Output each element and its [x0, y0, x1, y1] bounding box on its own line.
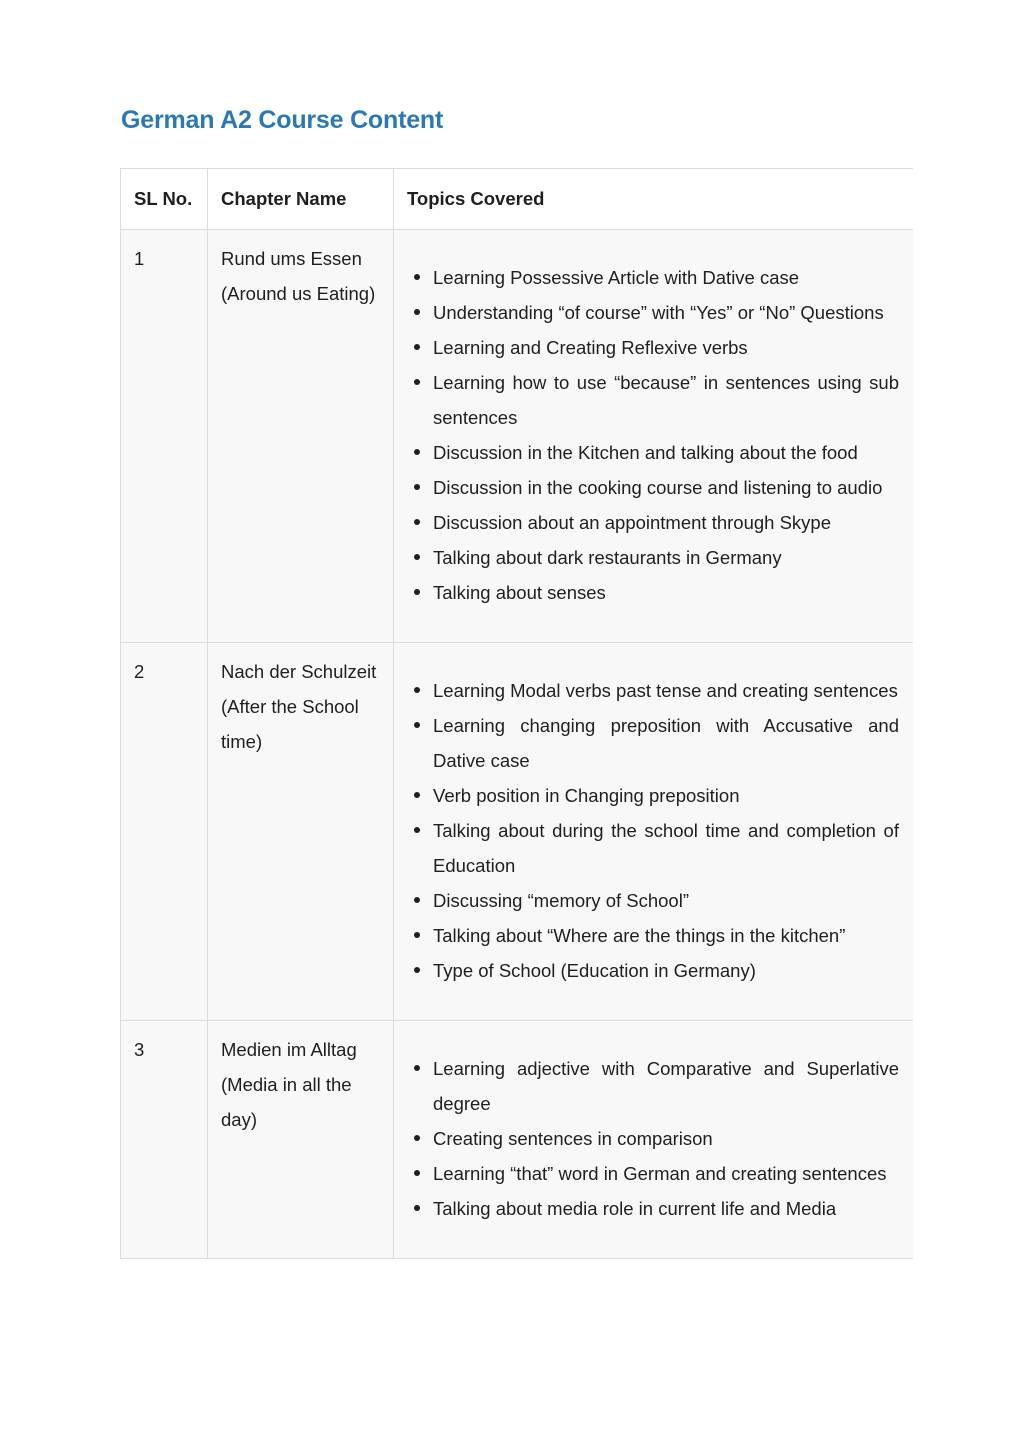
topic-item: Talking about media role in current life and Media	[433, 1191, 899, 1226]
topic-item: Understanding “of course” with “Yes” or “No” Questions	[433, 295, 899, 330]
topic-item: Learning changing preposition with Accusative and Dative case	[433, 708, 899, 778]
chapter-name-cell: Medien im Alltag (Media in all the day)	[208, 1021, 394, 1259]
topic-item: Talking about senses	[433, 575, 899, 610]
topics-list	[407, 1051, 899, 1226]
topic-item: Discussing “memory of School”	[433, 883, 899, 918]
header-topics-covered: Topics Covered	[394, 169, 914, 230]
header-sl-no: SL No.	[121, 169, 208, 230]
table-header-row	[121, 169, 914, 230]
sl-no-cell: 3	[121, 1021, 208, 1259]
topic-item: Learning and Creating Reflexive verbs	[433, 330, 899, 365]
course-table-container	[120, 168, 913, 1375]
topic-item: Discussion in the cooking course and listening to audio	[433, 470, 899, 505]
topics-cell	[394, 643, 914, 1021]
page-title: German A2 Course Content	[121, 106, 444, 134]
topic-item: Learning “that” word in German and creating sentences	[433, 1156, 899, 1191]
sl-no-cell: 2	[121, 643, 208, 1021]
topic-item: Talking about “Where are the things in the kitchen”	[433, 918, 899, 953]
topic-item: Learning adjective with Comparative and Superlative degree	[433, 1051, 899, 1121]
topic-item: Learning how to use “because” in sentences using sub sentences	[433, 365, 899, 435]
topics-cell	[394, 230, 914, 643]
topics-list	[407, 673, 899, 988]
topic-item: Creating sentences in comparison	[433, 1121, 899, 1156]
chapter-name-cell: Nach der Schulzeit (After the School time)	[208, 643, 394, 1021]
topic-item: Discussion in the Kitchen and talking about the food	[433, 435, 899, 470]
table-row	[121, 230, 914, 643]
topic-item: Learning Possessive Article with Dative case	[433, 260, 899, 295]
table-row	[121, 1021, 914, 1259]
topic-item: Talking about dark restaurants in Germany	[433, 540, 899, 575]
course-table	[120, 168, 913, 1259]
topic-item: Discussion about an appointment through Skype	[433, 505, 899, 540]
topic-item: Learning Modal verbs past tense and creating sentences	[433, 673, 899, 708]
chapter-name-cell: Rund ums Essen (Around us Eating)	[208, 230, 394, 643]
sl-no-cell: 1	[121, 230, 208, 643]
topic-item: Verb position in Changing preposition	[433, 778, 899, 813]
topics-list	[407, 260, 899, 610]
topics-cell	[394, 1021, 914, 1259]
topic-item: Talking about during the school time and completion of Education	[433, 813, 899, 883]
table-body	[121, 230, 914, 1259]
table-row	[121, 643, 914, 1021]
topic-item: Type of School (Education in Germany)	[433, 953, 899, 988]
header-chapter-name: Chapter Name	[208, 169, 394, 230]
